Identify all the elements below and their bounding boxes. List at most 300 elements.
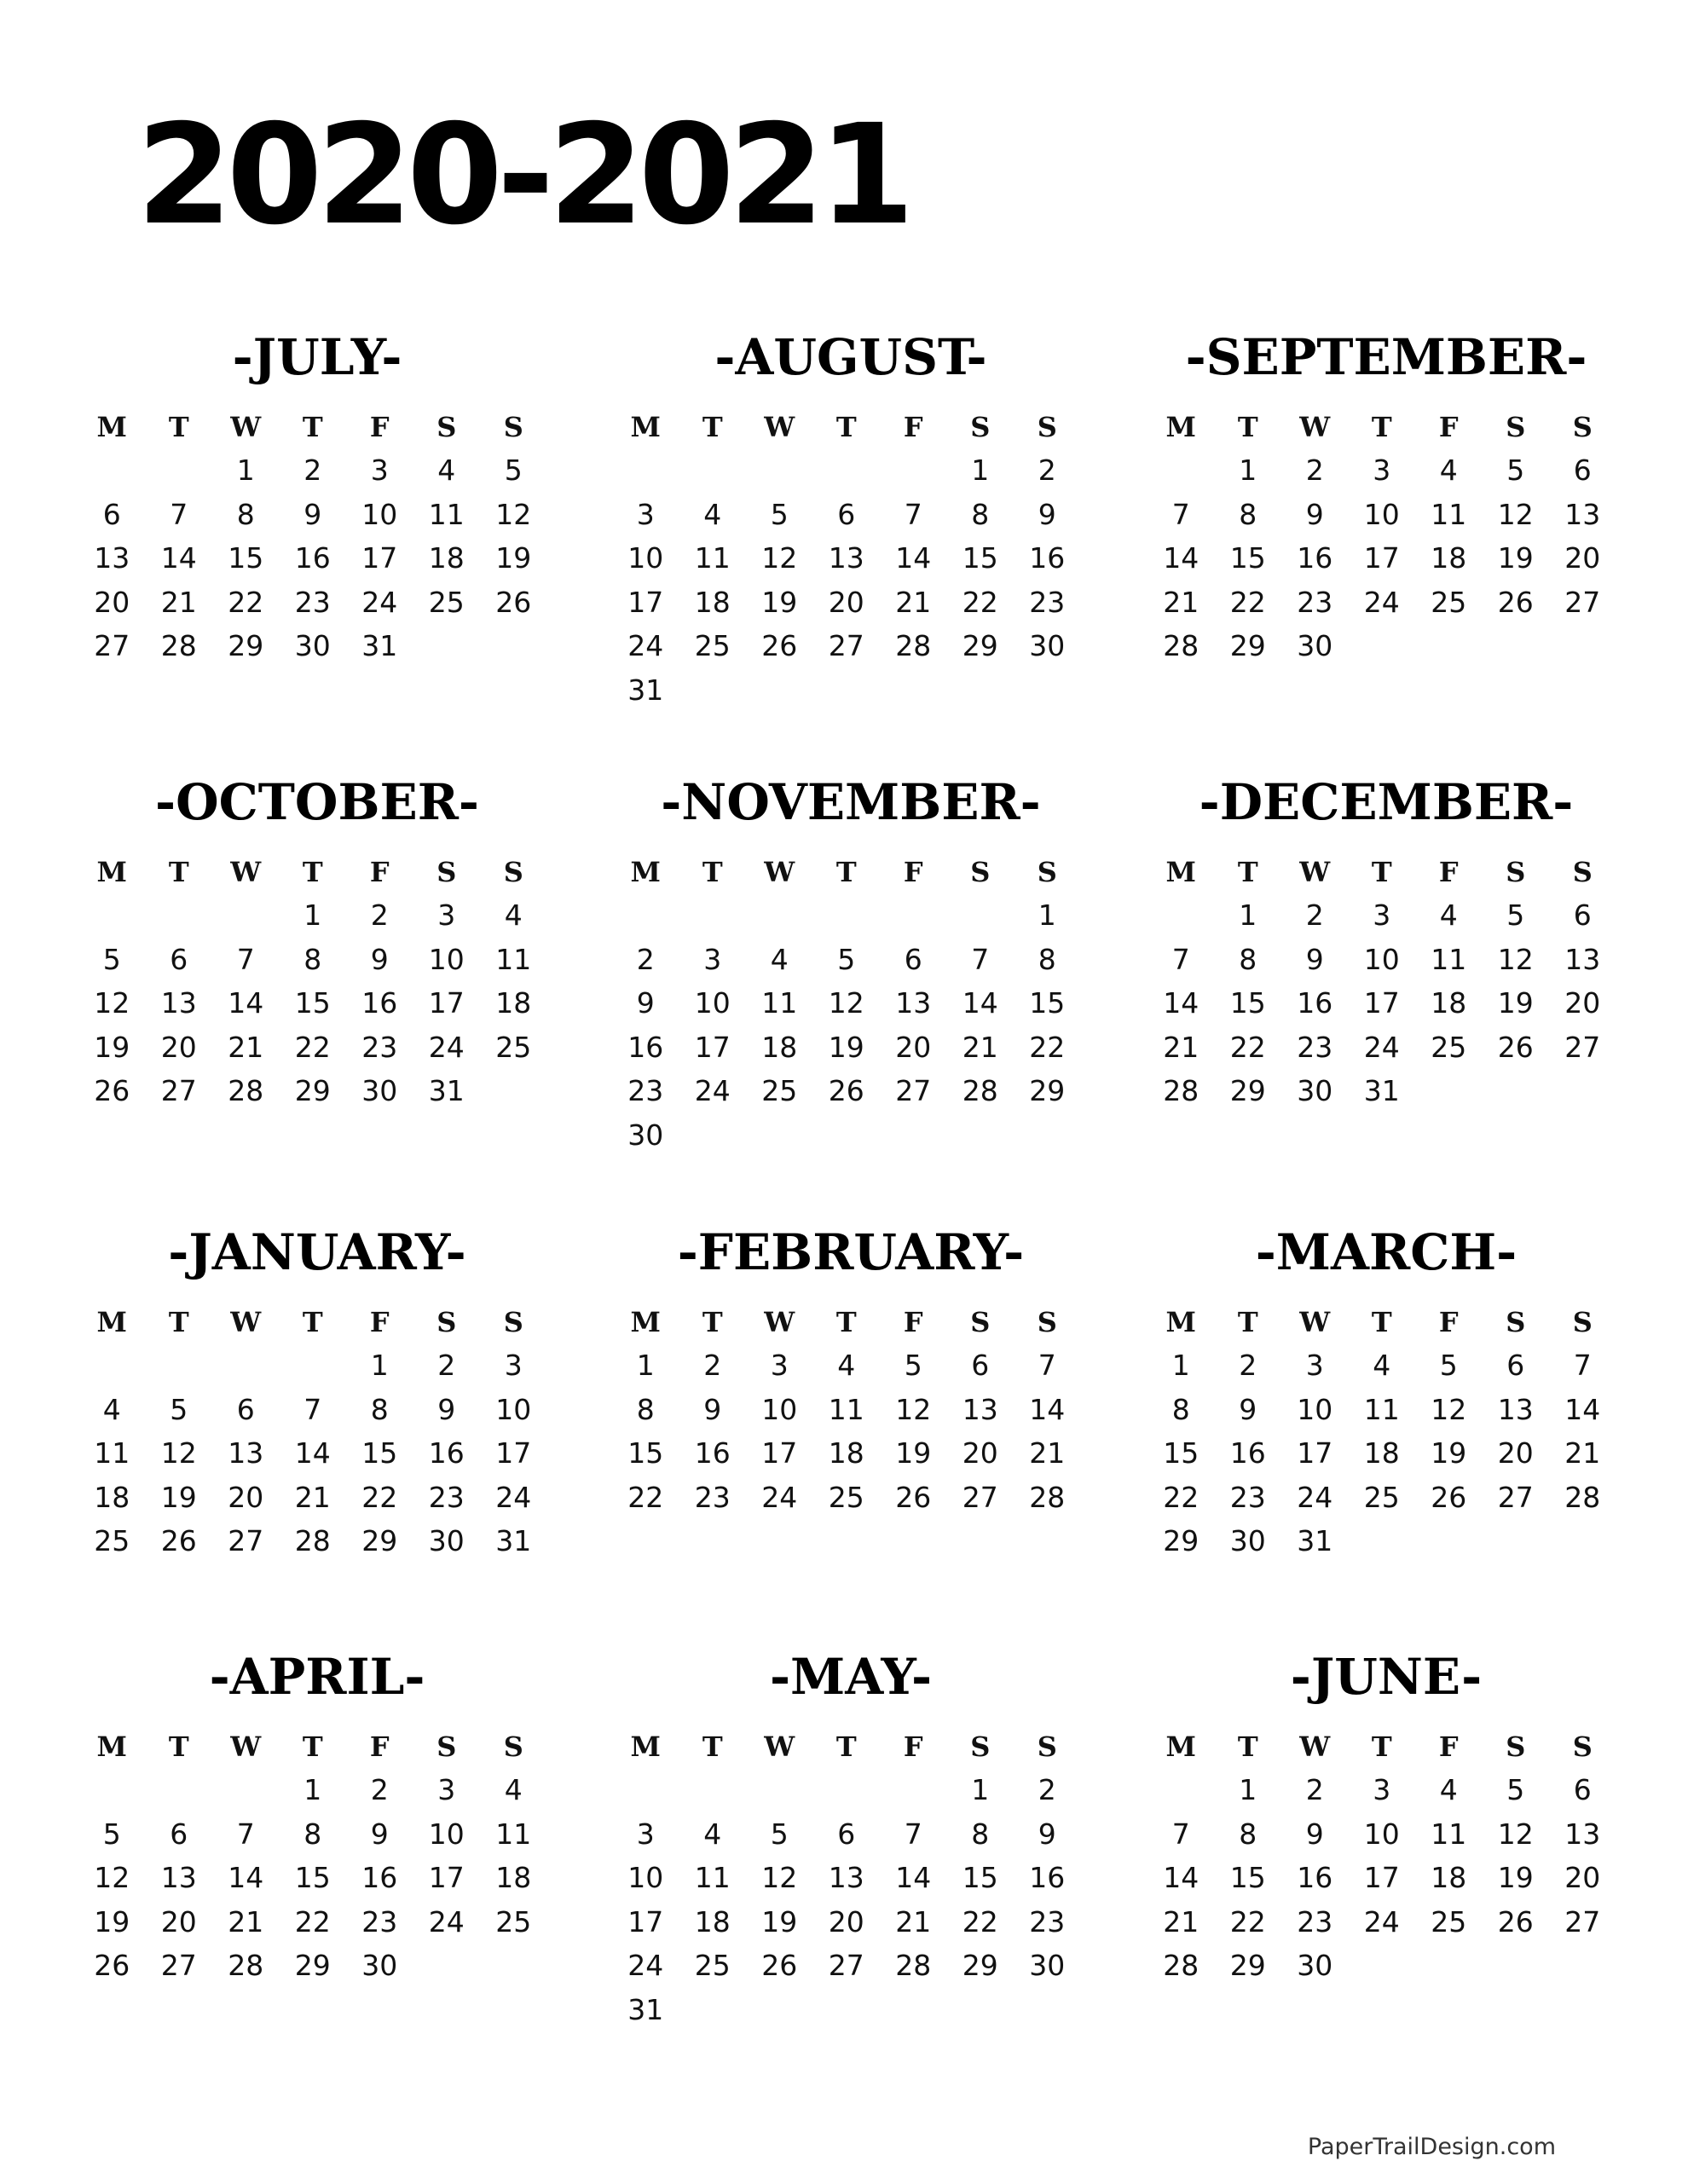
day-cell: 20 — [1497, 1436, 1534, 1470]
day-cell: 15 — [962, 1861, 998, 1894]
day-cell: 19 — [761, 1904, 798, 1938]
day-cell: 25 — [1431, 585, 1467, 619]
day-cell: 29 — [228, 629, 264, 662]
month-grid — [1147, 1725, 1625, 1988]
day-cell: 6 — [236, 1392, 255, 1426]
weekday-header: W — [230, 1730, 262, 1763]
month-title: -JULY- — [232, 328, 402, 386]
day-cell: 29 — [294, 1949, 331, 1982]
weekday-header: W — [764, 1730, 795, 1763]
day-cell: 20 — [160, 1904, 197, 1938]
day-cell: 25 — [1431, 1030, 1467, 1064]
day-cell: 10 — [1363, 1817, 1400, 1851]
day-cell: 4 — [504, 1773, 523, 1806]
weekday-header: M — [630, 1730, 661, 1763]
day-cell: 10 — [1363, 942, 1400, 976]
day-cell: 28 — [228, 1074, 264, 1107]
day-cell: 27 — [828, 1949, 864, 1982]
day-cell: 8 — [1239, 1817, 1257, 1851]
day-cell: 14 — [962, 986, 998, 1020]
day-cell: 27 — [1564, 1904, 1601, 1938]
day-cell: 10 — [694, 986, 731, 1020]
day-cell: 10 — [428, 942, 465, 976]
day-cell: 28 — [1163, 1949, 1200, 1982]
day-cell: 24 — [761, 1480, 798, 1514]
weekday-header: S — [970, 1730, 991, 1763]
day-cell: 12 — [828, 986, 864, 1020]
weekday-header: F — [1438, 1306, 1459, 1338]
day-cell: 16 — [1297, 1861, 1333, 1894]
weekday-header: T — [1237, 856, 1258, 888]
day-cell: 6 — [170, 942, 188, 976]
day-cell: 6 — [971, 1349, 990, 1382]
day-cell: 19 — [94, 1030, 130, 1064]
weekday-header: S — [1037, 1306, 1057, 1338]
day-cell: 5 — [1506, 898, 1525, 932]
day-cell: 16 — [361, 1861, 398, 1894]
day-cell: 27 — [94, 629, 130, 662]
day-cell: 18 — [694, 1904, 731, 1938]
day-cell: 28 — [160, 629, 197, 662]
day-cell: 27 — [160, 1074, 197, 1107]
day-cell: 3 — [636, 497, 655, 531]
month-title: -DECEMBER- — [1199, 773, 1574, 831]
day-cell: 22 — [627, 1480, 664, 1514]
day-cell: 3 — [370, 454, 389, 487]
month-title: -MARCH- — [1255, 1223, 1517, 1281]
weekday-header: S — [1506, 1306, 1526, 1338]
day-cell: 28 — [1564, 1480, 1601, 1514]
day-cell: 20 — [828, 1904, 864, 1938]
day-cell: 6 — [837, 1817, 856, 1851]
day-cell: 27 — [1497, 1480, 1534, 1514]
day-cell: 14 — [228, 1861, 264, 1894]
day-cell: 13 — [895, 986, 932, 1020]
day-cell: 30 — [627, 1118, 664, 1152]
day-cell: 13 — [1564, 942, 1601, 976]
day-cell: 22 — [1229, 585, 1266, 619]
day-cell: 17 — [1297, 1436, 1333, 1470]
day-cell: 19 — [761, 585, 798, 619]
day-cell: 1 — [370, 1349, 389, 1382]
day-cell: 21 — [1163, 585, 1200, 619]
day-cell: 21 — [294, 1480, 331, 1514]
day-cell: 25 — [1431, 1904, 1467, 1938]
day-cell: 3 — [636, 1817, 655, 1851]
day-cell: 16 — [1297, 541, 1333, 575]
month-block — [78, 773, 556, 1113]
day-cell: 30 — [1029, 1949, 1066, 1982]
day-cell: 6 — [837, 497, 856, 531]
day-cell: 1 — [236, 454, 255, 487]
day-cell: 14 — [1163, 541, 1200, 575]
day-cell: 10 — [495, 1392, 532, 1426]
day-cell: 1 — [1239, 454, 1257, 487]
day-cell: 25 — [694, 629, 731, 662]
weekday-header: M — [96, 1306, 127, 1338]
day-cell: 19 — [828, 1030, 864, 1064]
day-cell: 5 — [1439, 1349, 1458, 1382]
day-cell: 14 — [294, 1436, 331, 1470]
day-cell: 5 — [102, 942, 121, 976]
weekday-header: W — [230, 411, 262, 443]
month-block — [1147, 1648, 1625, 1988]
day-cell: 4 — [770, 942, 789, 976]
weekday-header: F — [1438, 856, 1459, 888]
weekday-header: T — [702, 1306, 723, 1338]
day-cell: 7 — [904, 497, 922, 531]
day-cell: 6 — [170, 1817, 188, 1851]
day-cell: 15 — [294, 1861, 331, 1894]
day-cell: 22 — [294, 1904, 331, 1938]
day-cell: 27 — [1564, 585, 1601, 619]
day-cell: 29 — [1163, 1524, 1200, 1557]
day-cell: 18 — [1431, 1861, 1467, 1894]
weekday-header: M — [1165, 411, 1196, 443]
day-cell: 15 — [1163, 1436, 1200, 1470]
day-cell: 30 — [294, 629, 331, 662]
day-cell: 8 — [971, 1817, 990, 1851]
day-cell: 16 — [1029, 1861, 1066, 1894]
day-cell: 31 — [627, 673, 664, 707]
day-cell: 7 — [1573, 1349, 1592, 1382]
day-cell: 12 — [94, 1861, 130, 1894]
weekday-header: S — [1572, 1730, 1593, 1763]
day-cell: 13 — [228, 1436, 264, 1470]
day-cell: 28 — [228, 1949, 264, 1982]
day-cell: 7 — [1171, 1817, 1190, 1851]
day-cell: 11 — [495, 1817, 532, 1851]
day-cell: 10 — [1363, 497, 1400, 531]
day-cell: 5 — [837, 942, 856, 976]
day-cell: 24 — [694, 1074, 731, 1107]
day-cell: 14 — [1564, 1392, 1601, 1426]
day-cell: 13 — [828, 1861, 864, 1894]
weekday-header: S — [503, 1306, 523, 1338]
day-cell: 26 — [160, 1524, 197, 1557]
day-cell: 12 — [761, 541, 798, 575]
weekday-header: T — [835, 1306, 857, 1338]
day-cell: 21 — [895, 1904, 932, 1938]
day-cell: 23 — [1297, 1030, 1333, 1064]
day-cell: 11 — [495, 942, 532, 976]
day-cell: 21 — [1163, 1904, 1200, 1938]
month-block — [612, 328, 1090, 712]
day-cell: 7 — [236, 942, 255, 976]
day-cell: 1 — [303, 1773, 322, 1806]
weekday-header: T — [1371, 856, 1392, 888]
day-cell: 30 — [1229, 1524, 1266, 1557]
day-cell: 9 — [636, 986, 655, 1020]
weekday-header: T — [835, 411, 857, 443]
day-cell: 6 — [1573, 454, 1592, 487]
day-cell: 21 — [228, 1030, 264, 1064]
day-cell: 26 — [828, 1074, 864, 1107]
day-cell: 5 — [770, 1817, 789, 1851]
day-cell: 8 — [370, 1392, 389, 1426]
day-cell: 16 — [1297, 986, 1333, 1020]
day-cell: 22 — [228, 585, 264, 619]
day-cell: 2 — [437, 1349, 456, 1382]
day-cell: 1 — [1171, 1349, 1190, 1382]
day-cell: 31 — [1363, 1074, 1400, 1107]
month-block — [78, 1648, 556, 1988]
day-cell: 27 — [828, 629, 864, 662]
day-cell: 21 — [228, 1904, 264, 1938]
day-cell: 12 — [94, 986, 130, 1020]
day-cell: 18 — [495, 986, 532, 1020]
day-cell: 20 — [1564, 541, 1601, 575]
day-cell: 29 — [1229, 1949, 1266, 1982]
weekday-header: S — [503, 856, 523, 888]
day-cell: 2 — [1305, 1773, 1324, 1806]
day-cell: 25 — [1363, 1480, 1400, 1514]
day-cell: 2 — [703, 1349, 722, 1382]
day-cell: 12 — [1497, 497, 1534, 531]
month-title: -OCTOBER- — [155, 773, 479, 831]
day-cell: 12 — [495, 497, 532, 531]
day-cell: 4 — [1439, 454, 1458, 487]
day-cell: 21 — [160, 585, 197, 619]
day-cell: 15 — [1229, 541, 1266, 575]
day-cell: 17 — [694, 1030, 731, 1064]
day-cell: 11 — [428, 497, 465, 531]
day-cell: 23 — [1029, 585, 1066, 619]
day-cell: 22 — [1029, 1030, 1066, 1064]
day-cell: 25 — [761, 1074, 798, 1107]
day-cell: 14 — [1029, 1392, 1066, 1426]
day-cell: 22 — [962, 1904, 998, 1938]
weekday-header: S — [436, 856, 457, 888]
weekday-header: M — [96, 856, 127, 888]
day-cell: 31 — [1297, 1524, 1333, 1557]
month-title: -MAY- — [769, 1648, 933, 1706]
day-cell: 10 — [1297, 1392, 1333, 1426]
day-cell: 3 — [1373, 1773, 1391, 1806]
day-cell: 5 — [102, 1817, 121, 1851]
weekday-header: W — [1299, 856, 1331, 888]
weekday-header: T — [1371, 411, 1392, 443]
day-cell: 15 — [1029, 986, 1066, 1020]
day-cell: 11 — [1431, 497, 1467, 531]
day-cell: 18 — [94, 1480, 130, 1514]
day-cell: 28 — [1029, 1480, 1066, 1514]
day-cell: 7 — [303, 1392, 322, 1426]
day-cell: 19 — [895, 1436, 932, 1470]
day-cell: 4 — [504, 898, 523, 932]
day-cell: 30 — [361, 1074, 398, 1107]
day-cell: 7 — [1038, 1349, 1056, 1382]
weekday-header: W — [1299, 1730, 1331, 1763]
weekday-header: M — [1165, 1730, 1196, 1763]
weekday-header: S — [1506, 411, 1526, 443]
day-cell: 2 — [1038, 454, 1056, 487]
day-cell: 1 — [971, 454, 990, 487]
day-cell: 2 — [370, 898, 389, 932]
month-grid — [612, 1725, 1090, 2031]
day-cell: 25 — [694, 1949, 731, 1982]
day-cell: 9 — [1305, 1817, 1324, 1851]
weekday-header: T — [168, 1306, 189, 1338]
weekday-header: W — [230, 856, 262, 888]
day-cell: 22 — [1229, 1030, 1266, 1064]
day-cell: 3 — [703, 942, 722, 976]
day-cell: 4 — [703, 1817, 722, 1851]
day-cell: 20 — [228, 1480, 264, 1514]
day-cell: 2 — [1038, 1773, 1056, 1806]
weekday-header: F — [369, 1730, 390, 1763]
weekday-header: F — [903, 1306, 923, 1338]
day-cell: 1 — [1038, 898, 1056, 932]
day-cell: 27 — [895, 1074, 932, 1107]
day-cell: 31 — [495, 1524, 532, 1557]
month-title: -AUGUST- — [714, 328, 987, 386]
day-cell: 4 — [1439, 1773, 1458, 1806]
day-cell: 2 — [1305, 454, 1324, 487]
day-cell: 9 — [1305, 497, 1324, 531]
day-cell: 13 — [94, 541, 130, 575]
day-cell: 22 — [1163, 1480, 1200, 1514]
day-cell: 3 — [1373, 898, 1391, 932]
weekday-header: T — [302, 856, 323, 888]
day-cell: 3 — [1373, 454, 1391, 487]
day-cell: 26 — [1497, 1904, 1534, 1938]
day-cell: 22 — [294, 1030, 331, 1064]
day-cell: 9 — [437, 1392, 456, 1426]
day-cell: 13 — [1497, 1392, 1534, 1426]
day-cell: 26 — [495, 585, 532, 619]
day-cell: 26 — [1431, 1480, 1467, 1514]
weekday-header: T — [1237, 1306, 1258, 1338]
day-cell: 13 — [160, 986, 197, 1020]
day-cell: 14 — [1163, 1861, 1200, 1894]
day-cell: 30 — [1029, 629, 1066, 662]
weekday-header: M — [1165, 856, 1196, 888]
day-cell: 24 — [495, 1480, 532, 1514]
day-cell: 30 — [1297, 1949, 1333, 1982]
day-cell: 24 — [428, 1030, 465, 1064]
day-cell: 15 — [294, 986, 331, 1020]
day-cell: 4 — [837, 1349, 856, 1382]
month-grid — [612, 1301, 1090, 1519]
day-cell: 18 — [694, 585, 731, 619]
day-cell: 23 — [1229, 1480, 1266, 1514]
day-cell: 16 — [428, 1436, 465, 1470]
day-cell: 14 — [160, 541, 197, 575]
month-title: -APRIL- — [209, 1648, 425, 1706]
weekday-header: M — [96, 1730, 127, 1763]
month-grid — [78, 1725, 556, 1988]
weekday-header: M — [630, 856, 661, 888]
day-cell: 14 — [895, 1861, 932, 1894]
day-cell: 2 — [1305, 898, 1324, 932]
day-cell: 16 — [694, 1436, 731, 1470]
day-cell: 24 — [627, 1949, 664, 1982]
day-cell: 27 — [228, 1524, 264, 1557]
weekday-header: F — [1438, 411, 1459, 443]
day-cell: 29 — [962, 1949, 998, 1982]
weekday-header: S — [436, 411, 457, 443]
weekday-header: T — [835, 856, 857, 888]
day-cell: 16 — [1029, 541, 1066, 575]
day-cell: 17 — [1363, 541, 1400, 575]
day-cell: 19 — [94, 1904, 130, 1938]
day-cell: 20 — [962, 1436, 998, 1470]
day-cell: 23 — [694, 1480, 731, 1514]
day-cell: 21 — [962, 1030, 998, 1064]
weekday-header: S — [1037, 411, 1057, 443]
weekday-header: M — [630, 411, 661, 443]
month-block — [78, 328, 556, 668]
weekday-header: T — [702, 856, 723, 888]
day-cell: 9 — [303, 497, 322, 531]
weekday-header: S — [1506, 856, 1526, 888]
day-cell: 6 — [1573, 1773, 1592, 1806]
day-cell: 6 — [102, 497, 121, 531]
day-cell: 23 — [428, 1480, 465, 1514]
day-cell: 18 — [1363, 1436, 1400, 1470]
weekday-header: W — [764, 411, 795, 443]
day-cell: 20 — [160, 1030, 197, 1064]
weekday-header: F — [369, 411, 390, 443]
weekday-header: W — [764, 1306, 795, 1338]
weekday-header: T — [702, 411, 723, 443]
day-cell: 11 — [694, 541, 731, 575]
day-cell: 12 — [1497, 1817, 1534, 1851]
day-cell: 14 — [228, 986, 264, 1020]
day-cell: 16 — [361, 986, 398, 1020]
day-cell: 21 — [1029, 1436, 1066, 1470]
day-cell: 26 — [94, 1074, 130, 1107]
day-cell: 13 — [1564, 497, 1601, 531]
day-cell: 23 — [1029, 1904, 1066, 1938]
day-cell: 8 — [636, 1392, 655, 1426]
weekday-header: W — [764, 856, 795, 888]
day-cell: 25 — [828, 1480, 864, 1514]
page-title: 2020-2021 — [136, 95, 909, 256]
day-cell: 28 — [1163, 1074, 1200, 1107]
month-block — [78, 1223, 556, 1563]
day-cell: 10 — [627, 541, 664, 575]
weekday-header: T — [702, 1730, 723, 1763]
weekday-header: S — [1572, 856, 1593, 888]
day-cell: 9 — [1038, 497, 1056, 531]
day-cell: 10 — [361, 497, 398, 531]
day-cell: 24 — [627, 629, 664, 662]
weekday-header: S — [436, 1730, 457, 1763]
day-cell: 18 — [1431, 541, 1467, 575]
day-cell: 11 — [1431, 942, 1467, 976]
day-cell: 28 — [294, 1524, 331, 1557]
day-cell: 19 — [160, 1480, 197, 1514]
day-cell: 2 — [636, 942, 655, 976]
day-cell: 7 — [1171, 497, 1190, 531]
day-cell: 9 — [1038, 1817, 1056, 1851]
day-cell: 27 — [160, 1949, 197, 1982]
weekday-header: S — [970, 411, 991, 443]
day-cell: 8 — [1171, 1392, 1190, 1426]
month-grid — [612, 406, 1090, 712]
day-cell: 30 — [1297, 629, 1333, 662]
day-cell: 8 — [303, 1817, 322, 1851]
day-cell: 28 — [895, 629, 932, 662]
day-cell: 12 — [1431, 1392, 1467, 1426]
day-cell: 19 — [1497, 1861, 1534, 1894]
weekday-header: M — [96, 411, 127, 443]
watermark: PaperTrailDesign.com — [1307, 2134, 1556, 2160]
day-cell: 21 — [1564, 1436, 1601, 1470]
weekday-header: W — [1299, 411, 1331, 443]
